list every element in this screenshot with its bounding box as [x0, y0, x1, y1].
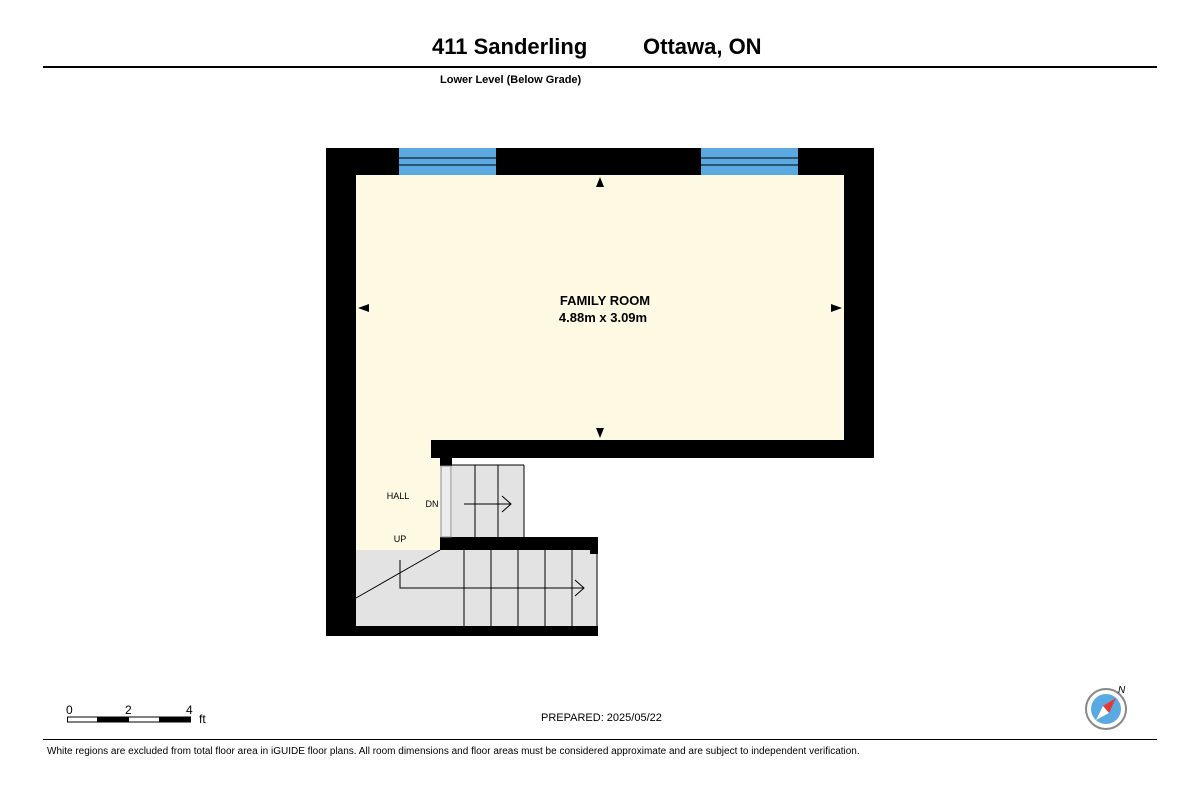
property-city: Ottawa, ON	[643, 34, 762, 59]
stairs-down-label: DN	[425, 499, 439, 509]
disclaimer-text: White regions are excluded from total floor area in iGUIDE floor plans. All room dimensions and floor areas must be considered approximate and are subject to independent verification.	[47, 746, 860, 757]
stairs-up-label: UP	[393, 534, 407, 544]
window-left	[399, 148, 496, 175]
stair-rail	[441, 466, 451, 537]
property-address: 411 Sanderling	[432, 34, 588, 59]
floor-level-title: Lower Level (Below Grade)	[440, 74, 582, 86]
window-right	[701, 148, 798, 175]
footer-divider	[43, 739, 1157, 740]
scale-bar	[66, 700, 226, 730]
prepared-date: PREPARED: 2025/05/22	[541, 712, 662, 724]
stairs-down	[452, 465, 524, 542]
stairs-up	[356, 550, 597, 626]
scale-unit: ft	[199, 712, 206, 726]
scale-bar-graphic	[67, 716, 197, 726]
family-room-label: FAMILY ROOM	[559, 293, 651, 308]
compass-north-label: N	[1118, 685, 1126, 696]
scale-tick-0: 0	[66, 703, 73, 717]
compass-icon	[1082, 683, 1132, 733]
scale-tick-4: 4	[186, 703, 193, 717]
scale-tick-2: 2	[125, 703, 132, 717]
hall-label: HALL	[386, 491, 410, 501]
family-room-dimensions: 4.88m x 3.09m	[558, 310, 648, 325]
